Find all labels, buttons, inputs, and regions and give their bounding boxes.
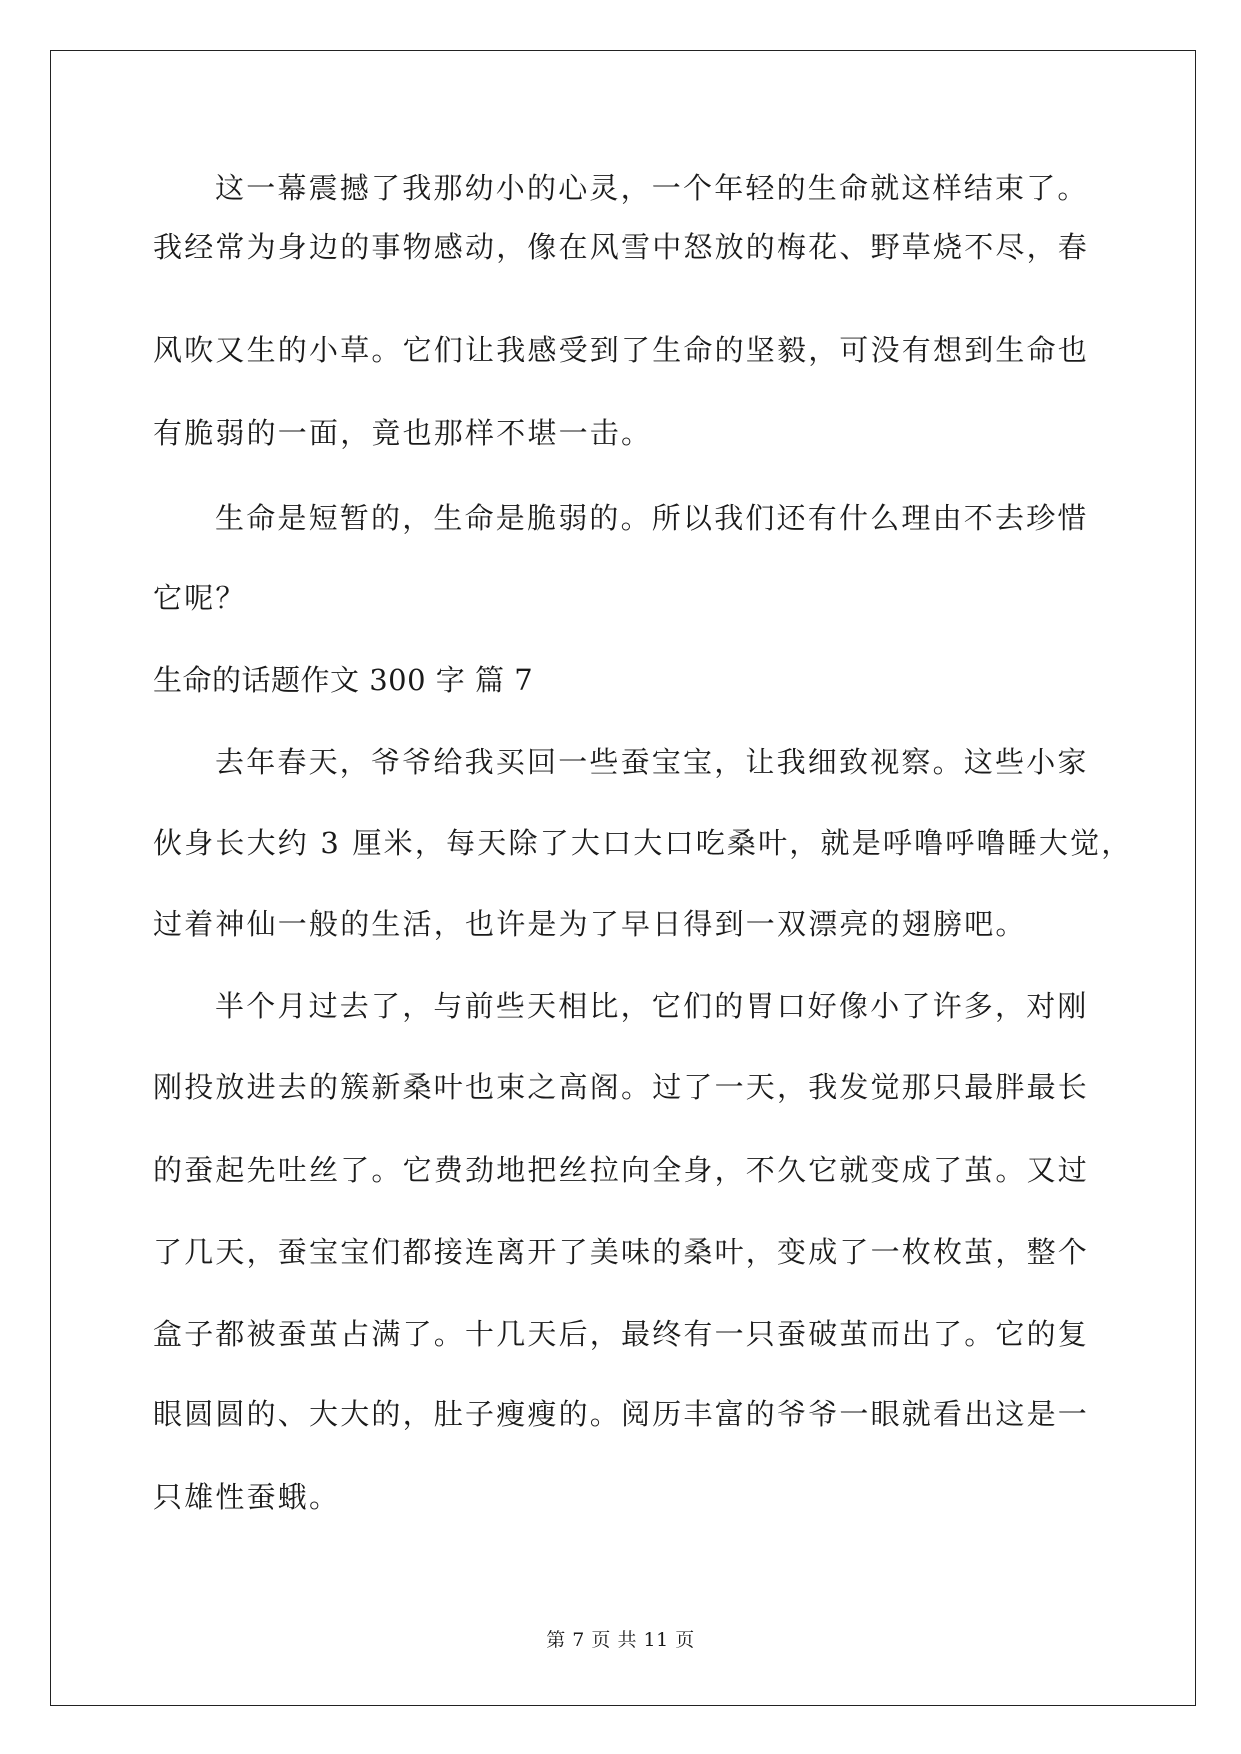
paragraph-line: 这一幕震撼了我那幼小的心灵，一个年轻的生命就这样结束了。: [215, 171, 1089, 205]
paragraph-line: 有脆弱的一面，竟也那样不堪一击。: [153, 416, 653, 450]
paragraph-line: 刚投放进去的簇新桑叶也束之高阁。过了一天，我发觉那只最胖最长: [153, 1070, 1090, 1104]
paragraph-line: 风吹又生的小草。它们让我感受到了生命的坚毅，可没有想到生命也: [153, 333, 1090, 367]
paragraph-line: 半个月过去了，与前些天相比，它们的胃口好像小了许多，对刚: [215, 989, 1089, 1023]
paragraph-line: 去年春天，爷爷给我买回一些蚕宝宝，让我细致视察。这些小家: [215, 745, 1089, 779]
paragraph-line: 只雄性蚕蛾。: [153, 1480, 341, 1514]
paragraph-line: 它呢？: [153, 581, 247, 615]
paragraph-line: 生命是短暂的，生命是脆弱的。所以我们还有什么理由不去珍惜: [215, 501, 1089, 535]
paragraph-line: 了几天，蚕宝宝们都接连离开了美味的桑叶，变成了一枚枚茧，整个: [153, 1235, 1090, 1269]
section-heading: 生命的话题作文 300 字 篇 7: [153, 663, 534, 697]
page-border: [50, 50, 1196, 1706]
paragraph-line: 盒子都被蚕茧占满了。十几天后，最终有一只蚕破茧而出了。它的复: [153, 1317, 1090, 1351]
paragraph-line: 的蚕起先吐丝了。它费劲地把丝拉向全身，不久它就变成了茧。又过: [153, 1153, 1090, 1187]
page-number-footer: 第 7 页 共 11 页: [546, 1629, 695, 1651]
paragraph-line: 过着神仙一般的生活，也许是为了早日得到一双漂亮的翅膀吧。: [153, 907, 1027, 941]
paragraph-line: 伙身长大约 3 厘米，每天除了大口大口吃桑叶，就是呼噜呼噜睡大觉，: [153, 826, 1133, 860]
paragraph-line: 眼圆圆的、大大的，肚子瘦瘦的。阅历丰富的爷爷一眼就看出这是一: [153, 1397, 1090, 1431]
paragraph-line: 我经常为身边的事物感动，像在风雪中怒放的梅花、野草烧不尽，春: [153, 230, 1090, 264]
